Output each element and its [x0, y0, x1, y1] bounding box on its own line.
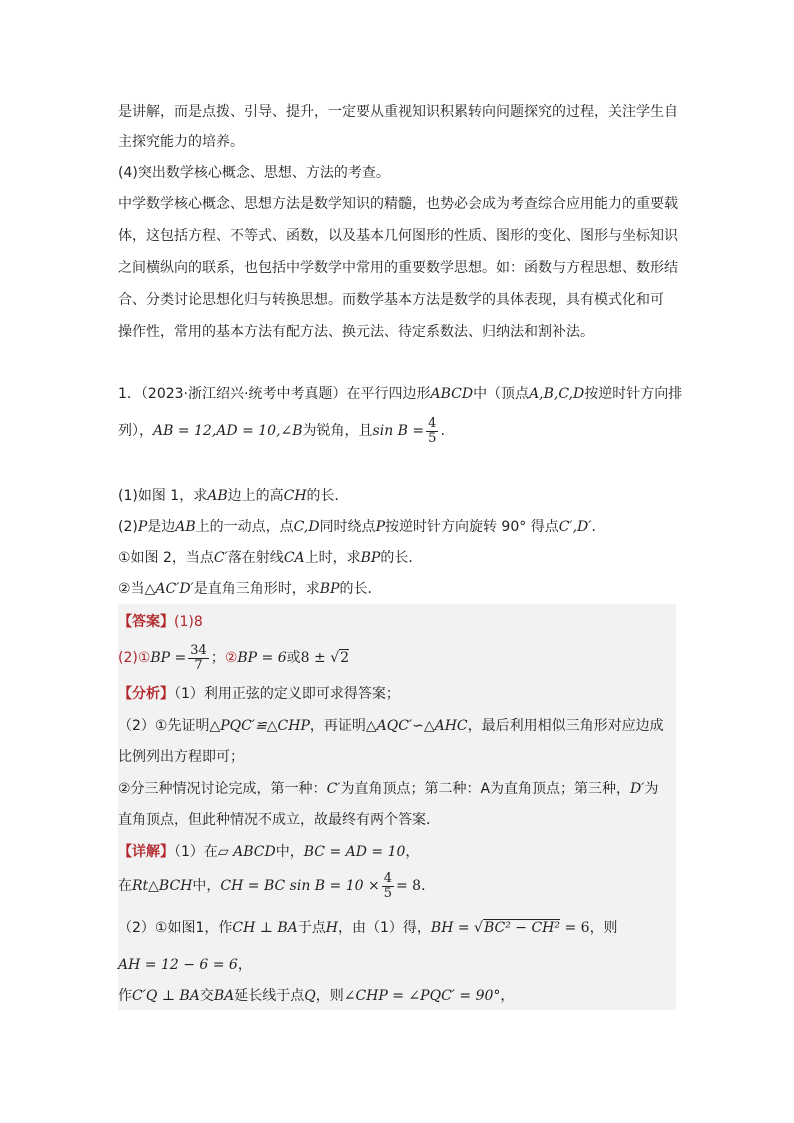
- math-c-prime: C′: [326, 781, 341, 797]
- problem-text: 中（顶点: [473, 386, 530, 402]
- math-bp-eq: BP =: [150, 650, 187, 666]
- answer-tag: 【答案】: [118, 614, 174, 630]
- answer-part-1: (1)8: [174, 614, 203, 630]
- question-text: 同时绕点: [319, 519, 376, 535]
- math-congruent: △PQC′≌△CHP: [209, 718, 310, 734]
- fraction-4-5: [426, 417, 438, 446]
- circled-two: ②: [224, 650, 238, 666]
- question-text: 落在射线: [227, 550, 284, 566]
- fraction-numerator: 4: [383, 870, 392, 886]
- math-h: H: [325, 920, 338, 936]
- problem-line-2: [118, 414, 678, 448]
- detail-text: ，则: [315, 988, 344, 1004]
- math-ca: CA: [283, 550, 305, 566]
- math-vertices: A,B,C,D: [529, 386, 585, 402]
- intro-line-4: 中学数学核心概念、思想方法是数学知识的精髓，也势必会成为考查综合应用能力的重要载: [118, 196, 678, 212]
- detail-line-4: [118, 955, 678, 975]
- math-rt-triangle: Rt△BCH: [132, 878, 193, 894]
- sub-question-1: [118, 548, 678, 568]
- detail-line-1: [118, 842, 678, 862]
- problem-line-1: [118, 384, 683, 404]
- detail-text: 延长线于点: [234, 988, 305, 1004]
- analysis-line-2: [118, 716, 678, 736]
- analysis-line-3: 比例列出方程即可；: [118, 749, 244, 765]
- fraction-4-5: [382, 872, 394, 901]
- analysis-text: ，最后利用相似三角形对应边成: [467, 718, 664, 734]
- math-eq-8: = 8: [396, 878, 422, 894]
- question-2: [118, 517, 678, 537]
- question-text: 按逆时针方向旋转 90° 得点: [384, 519, 559, 535]
- math-angle-eq: ∠CHP = ∠PQC′ = 90°: [343, 988, 501, 1004]
- detail-text: ，: [405, 844, 420, 860]
- detail-text: ，则: [589, 920, 618, 936]
- detail-text: （2）①如图1，作: [118, 920, 233, 936]
- question-text: 是直角三角形时，求: [193, 581, 320, 597]
- detail-tag: 【详解】: [118, 844, 174, 860]
- question-text: (1)如图 1，求: [118, 488, 208, 504]
- math-abcd: ABCD: [430, 386, 474, 402]
- answer-text: ；: [210, 650, 225, 666]
- analysis-text: 为: [644, 781, 659, 797]
- answer-text: 或: [286, 650, 301, 666]
- math-bp-6: BP = 6: [237, 650, 287, 666]
- fraction-numerator: 4: [428, 415, 437, 431]
- problem-text: .: [440, 423, 445, 439]
- intro-line-7: 合、分类讨论思想化归与转换思想。而数学基本方法是数学的具体表现，具有模式化和可: [118, 292, 664, 308]
- fraction-denominator: 5: [383, 885, 392, 901]
- question-text: ②当: [118, 581, 145, 597]
- math-ba: BA: [213, 988, 235, 1004]
- math-parallelogram: ▱ ABCD: [217, 844, 276, 860]
- question-text: 的长．: [339, 581, 382, 597]
- detail-line-5: [118, 986, 678, 1006]
- fraction-34-7: [188, 644, 209, 673]
- detail-text: ．: [421, 878, 436, 894]
- math-cd-prime: C′,D′: [558, 519, 592, 535]
- question-text: 上时，求: [304, 550, 361, 566]
- math-eq-6: = 6: [560, 920, 590, 936]
- problem-text: 为锐角，且: [302, 423, 373, 439]
- question-1: [118, 486, 678, 506]
- intro-line-2: 主探究能力的培养。: [118, 134, 244, 150]
- detail-text: 中，: [192, 878, 221, 894]
- math-p: P: [137, 519, 148, 535]
- math-triangle: △AC′D′: [144, 581, 194, 597]
- intro-line-6: 之间横纵向的联系，也包括中学数学中常用的重要数学思想。如：函数与方程思想、数形结: [118, 260, 678, 276]
- math-sqrt-expr: BC² − CH²: [483, 920, 561, 936]
- question-text: 上的一动点，点: [195, 519, 294, 535]
- fraction-denominator: 7: [194, 657, 203, 673]
- detail-text: ，: [237, 957, 252, 973]
- detail-text: 作: [118, 988, 132, 1004]
- problem-text: 在平行四边形: [346, 386, 431, 402]
- math-bh-eq: BH =: [430, 920, 475, 936]
- analysis-text: 为直角顶点；第二种：A为直角顶点；第三种，: [340, 781, 631, 797]
- math-q: Q: [304, 988, 316, 1004]
- intro-line-8: 操作性，常用的基本方法有配方法、换元法、待定系数法、归纳法和割补法。: [118, 324, 594, 340]
- fraction-numerator: 34: [190, 642, 207, 658]
- detail-text: 在: [118, 878, 132, 894]
- math-bp: BP: [319, 581, 340, 597]
- math-cd: C,D: [293, 519, 320, 535]
- fraction-denominator: 5: [428, 430, 437, 446]
- analysis-line-5: 直角顶点，但此种情况不成立，故最终有两个答案．: [118, 812, 440, 828]
- analysis-tag: 【分析】: [118, 686, 174, 702]
- analysis-text: （1）利用正弦的定义即可求得答案；: [174, 686, 400, 702]
- detail-text: 于点: [297, 920, 326, 936]
- answer-part-2-label: (2)①: [118, 650, 151, 666]
- math-sqrt-2: 2: [340, 650, 350, 666]
- math-ab: AB: [175, 519, 196, 535]
- math-given: AB = 12,AD = 10,∠B: [153, 423, 303, 439]
- analysis-text: （2）①先证明: [118, 718, 210, 734]
- analysis-line-1: [118, 684, 678, 704]
- answer-line-1: [118, 612, 678, 632]
- problem-number: 1．: [118, 386, 141, 402]
- analysis-text: ②分三种情况讨论完成，第一种：: [118, 781, 327, 797]
- math-ch-eq: CH = BC sin B = 10 ×: [220, 878, 380, 894]
- math-c-prime: C′: [213, 550, 228, 566]
- detail-text: （1）在: [174, 844, 218, 860]
- question-text: 的长．: [380, 550, 423, 566]
- math-cq-perp: C′Q ⊥ BA: [132, 988, 200, 1004]
- question-text: 是边: [147, 519, 176, 535]
- math-ah-eq: AH = 12 − 6 = 6: [118, 957, 238, 973]
- detail-text: ，由（1）得，: [337, 920, 431, 936]
- math-p: P: [375, 519, 385, 535]
- problem-text: 列），: [118, 423, 153, 439]
- math-perpendicular: CH ⊥ BA: [232, 920, 298, 936]
- detail-text: ，: [500, 988, 515, 1004]
- math-ch: CH: [283, 488, 307, 504]
- detail-text: 中，: [275, 844, 304, 860]
- sub-question-2: [118, 579, 678, 599]
- question-text: 的长．: [306, 488, 349, 504]
- detail-line-3: （2）①如图1，作CH ⊥ BA于点H，由（1）得，BH = √BC² − CH² = 6，则: [118, 920, 618, 936]
- question-text: ①如图 2，当点: [118, 550, 214, 566]
- detail-line-2: [118, 868, 678, 904]
- analysis-line-4: [118, 779, 678, 799]
- intro-line-3: (4)突出数学核心概念、思想、方法的考查。: [118, 165, 390, 181]
- math-d-prime: D′: [630, 781, 645, 797]
- answer-line-2: (2)①BP = $\frac{34}{7}$ ；②BP = 6或8 ± √2: [118, 642, 350, 673]
- analysis-text: ，再证明: [309, 718, 366, 734]
- math-sinb: sin B =: [372, 423, 425, 439]
- question-text: (2): [118, 519, 138, 535]
- problem-source: （2023·浙江绍兴·统考中考真题）: [140, 386, 347, 402]
- math-bp: BP: [360, 550, 381, 566]
- math-bc-eq: BC = AD = 10: [303, 844, 406, 860]
- math-ab: AB: [207, 488, 228, 504]
- detail-text: 交: [199, 988, 214, 1004]
- intro-line-5: 体，这包括方程、不等式、函数，以及基本几何图形的性质、图形的变化、图形与坐标知识: [118, 228, 678, 244]
- question-text: ．: [591, 519, 606, 535]
- intro-line-1: 是讲解，而是点拨、引导、提升，一定要从重视知识积累转向问题探究的过程，关注学生自: [118, 104, 678, 120]
- question-text: 边上的高: [227, 488, 284, 504]
- problem-text: 按逆时针方向排: [584, 386, 683, 402]
- math-similar: △AQC′∽△AHC: [365, 718, 468, 734]
- math-8-pm: 8 ±: [300, 650, 331, 666]
